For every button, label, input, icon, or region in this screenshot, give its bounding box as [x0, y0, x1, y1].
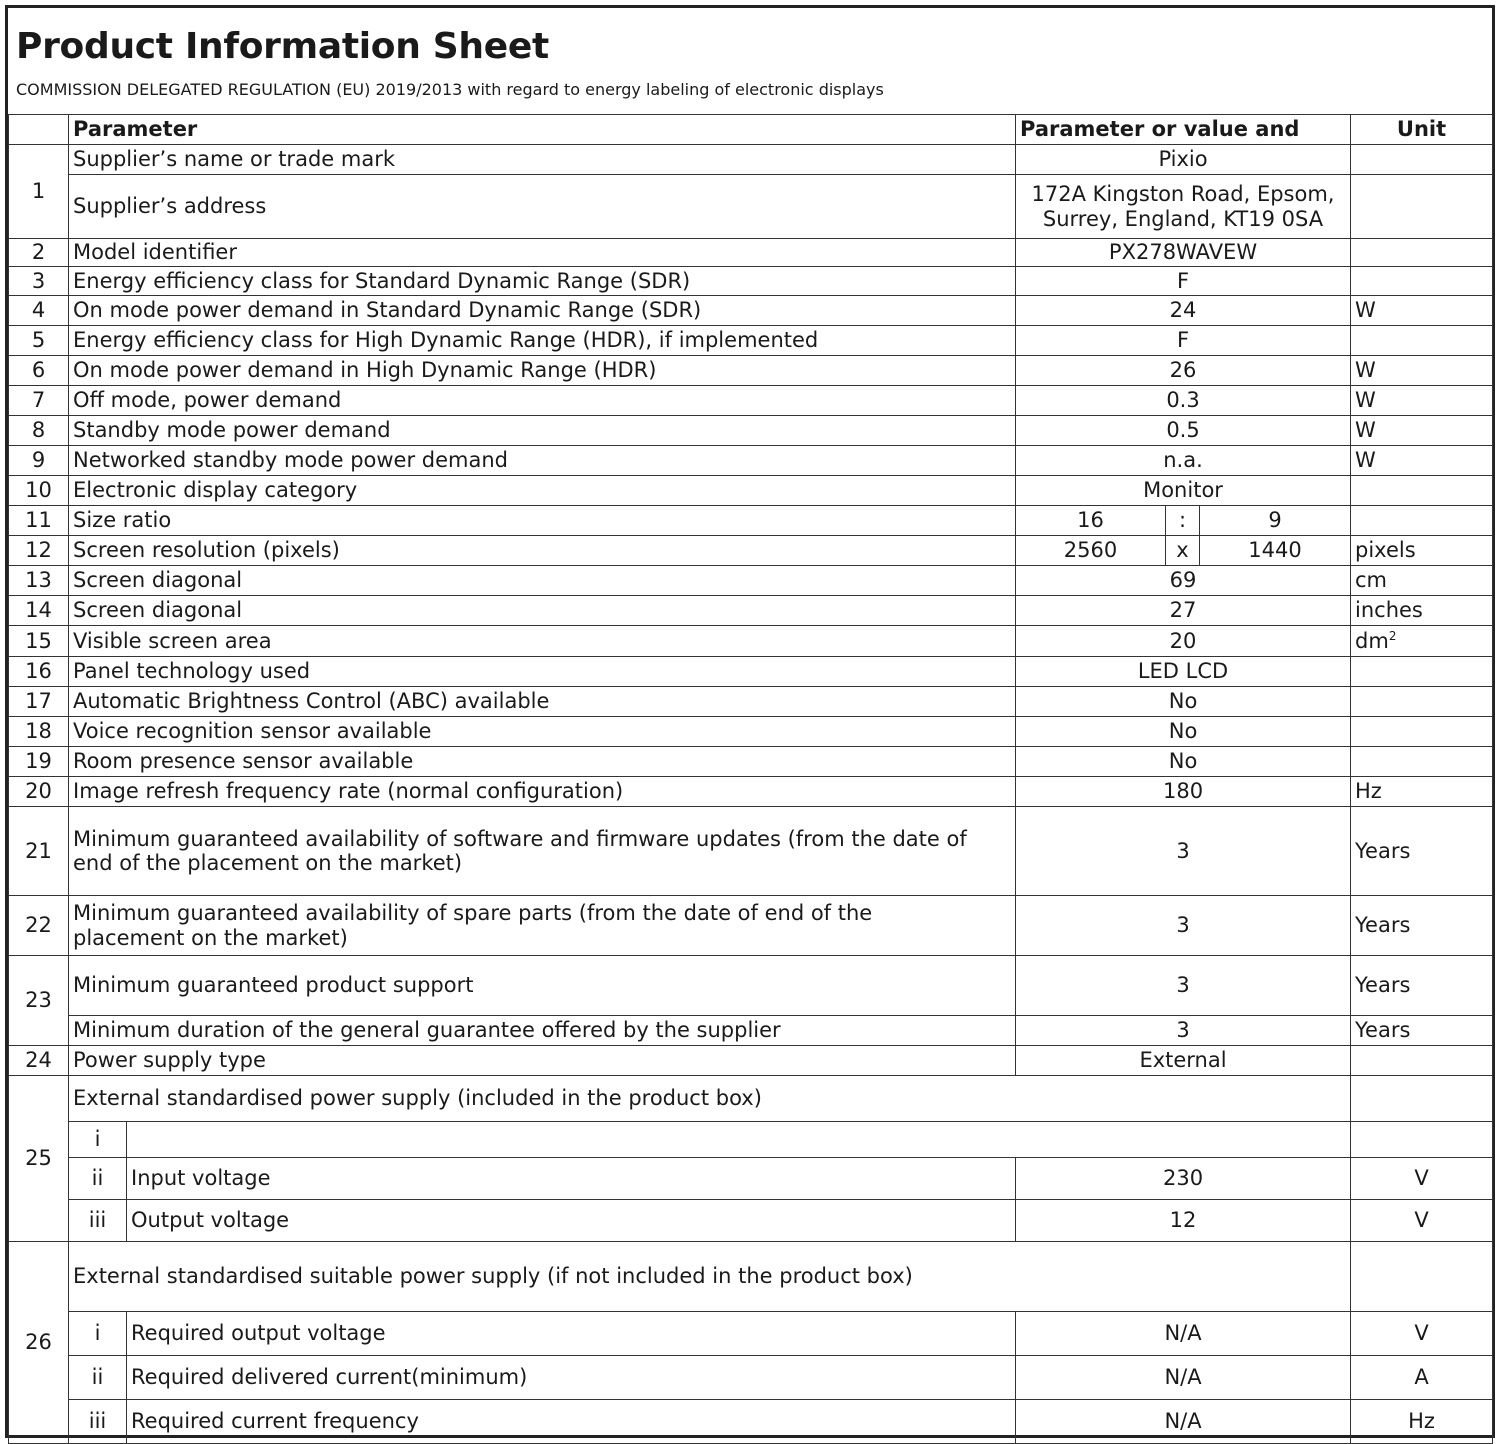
row-label: Size ratio — [69, 506, 1016, 536]
row-label: Required current frequency — [127, 1400, 1016, 1444]
unit-exponent: 2 — [1388, 628, 1397, 643]
row-label: Required output voltage — [127, 1312, 1016, 1356]
row-value: F — [1016, 267, 1351, 296]
row-value: PX278WAVEW — [1016, 239, 1351, 267]
address-line-1: 172A Kingston Road, Epsom, — [1031, 182, 1335, 207]
ratio-separator: : — [1166, 506, 1200, 536]
row-value: N/A — [1016, 1356, 1351, 1400]
row-label: Supplier’s name or trade mark — [69, 145, 1016, 175]
table-row — [9, 747, 1493, 777]
row-label: Minimum duration of the general guarantee offered by the supplier — [69, 1016, 1016, 1046]
row-label: Screen resolution (pixels) — [69, 536, 1016, 566]
row-value: 24 — [1016, 296, 1351, 326]
sub-item-number: iii — [69, 1200, 127, 1242]
row-number: 21 — [9, 807, 69, 896]
row-unit: V — [1351, 1158, 1493, 1200]
row-unit — [1351, 747, 1493, 777]
table-row — [9, 1016, 1493, 1046]
row-value: 12 — [1016, 1200, 1351, 1242]
table-row — [9, 267, 1493, 296]
row-unit: Years — [1351, 896, 1493, 956]
row-number: 1 — [9, 145, 69, 239]
product-information-sheet — [5, 5, 1495, 1438]
sub-item-number: i — [69, 1312, 127, 1356]
row-number: 9 — [9, 446, 69, 476]
row-unit — [1351, 1122, 1493, 1158]
header-num-cell — [9, 115, 69, 145]
table-row — [9, 1122, 1493, 1158]
row-unit — [1351, 657, 1493, 687]
table-row — [9, 687, 1493, 717]
label-line-1: Minimum guaranteed availability of software and firmware updates (from the date of — [73, 826, 967, 851]
row-number: 15 — [9, 626, 69, 657]
table-row — [9, 896, 1493, 956]
table-row — [9, 239, 1493, 267]
row-value: F — [1016, 326, 1351, 356]
row-unit — [1351, 1076, 1493, 1122]
row-number: 4 — [9, 296, 69, 326]
row-unit — [1351, 476, 1493, 506]
table-row — [9, 506, 1493, 536]
row-number: 18 — [9, 717, 69, 747]
row-label: Standby mode power demand — [69, 416, 1016, 446]
row-unit: cm — [1351, 566, 1493, 596]
row-label: Networked standby mode power demand — [69, 446, 1016, 476]
row-value: Pixio — [1016, 145, 1351, 175]
table-row — [9, 536, 1493, 566]
table-row — [9, 1242, 1493, 1312]
row-number: 13 — [9, 566, 69, 596]
resolution-separator: x — [1166, 536, 1200, 566]
table-row — [9, 476, 1493, 506]
page-title: Product Information Sheet — [16, 26, 549, 67]
row-number: 14 — [9, 596, 69, 626]
row-label: On mode power demand in Standard Dynamic Range (SDR) — [69, 296, 1016, 326]
sub-item-number: i — [69, 1122, 127, 1158]
row-number: 16 — [9, 657, 69, 687]
row-label: Automatic Brightness Control (ABC) available — [69, 687, 1016, 717]
table-row — [9, 1356, 1493, 1400]
row-value: n.a. — [1016, 446, 1351, 476]
label-line-2: placement on the market) — [73, 925, 348, 950]
row-label: Voice recognition sensor available — [69, 717, 1016, 747]
row-value: 0.3 — [1016, 386, 1351, 416]
table-row — [9, 1312, 1493, 1356]
row-value: 3 — [1016, 807, 1351, 896]
section-label: External standardised power supply (included in the product box) — [69, 1076, 1351, 1122]
table-row — [9, 386, 1493, 416]
row-unit — [1351, 145, 1493, 175]
row-value: 3 — [1016, 1016, 1351, 1046]
row-unit: Years — [1351, 956, 1493, 1016]
row-unit: W — [1351, 386, 1493, 416]
table-header-row — [9, 115, 1493, 145]
table-row — [9, 145, 1493, 175]
parameter-table — [8, 114, 1493, 1444]
row-number: 7 — [9, 386, 69, 416]
row-value: 69 — [1016, 566, 1351, 596]
header-unit: Unit — [1351, 115, 1493, 145]
section-label: External standardised suitable power supply (if not included in the product box) — [69, 1242, 1351, 1312]
row-number: 24 — [9, 1046, 69, 1076]
row-unit — [1351, 626, 1493, 657]
row-unit: W — [1351, 416, 1493, 446]
ratio-height: 9 — [1200, 506, 1351, 536]
row-value: N/A — [1016, 1400, 1351, 1444]
table-row — [9, 175, 1493, 239]
table-row — [9, 1200, 1493, 1242]
row-label — [69, 896, 1016, 956]
table-row — [9, 296, 1493, 326]
row-number: 10 — [9, 476, 69, 506]
row-value: 20 — [1016, 626, 1351, 657]
table-row — [9, 1158, 1493, 1200]
row-unit — [1351, 326, 1493, 356]
row-unit — [1351, 267, 1493, 296]
table-row — [9, 356, 1493, 386]
row-value: 26 — [1016, 356, 1351, 386]
row-value: No — [1016, 687, 1351, 717]
table-row — [9, 416, 1493, 446]
row-number: 23 — [9, 956, 69, 1046]
row-unit — [1351, 239, 1493, 267]
row-value: 0.5 — [1016, 416, 1351, 446]
row-unit — [1351, 687, 1493, 717]
row-unit: Hz — [1351, 777, 1493, 807]
row-label: Image refresh frequency rate (normal configuration) — [69, 777, 1016, 807]
table-row — [9, 956, 1493, 1016]
table-row — [9, 1400, 1493, 1444]
row-label: Room presence sensor available — [69, 747, 1016, 777]
row-number: 20 — [9, 777, 69, 807]
row-unit — [1351, 506, 1493, 536]
row-label: Power supply type — [69, 1046, 1016, 1076]
row-label: Visible screen area — [69, 626, 1016, 657]
row-unit — [1351, 1242, 1493, 1312]
row-unit: A — [1351, 1356, 1493, 1400]
header-value: Parameter or value and — [1016, 115, 1351, 145]
sub-item-number: ii — [69, 1356, 127, 1400]
header-parameter: Parameter — [69, 115, 1016, 145]
row-value: 27 — [1016, 596, 1351, 626]
row-label: Screen diagonal — [69, 596, 1016, 626]
label-line-1: Minimum guaranteed availability of spare parts (from the date of end of the — [73, 901, 873, 926]
row-value: LED LCD — [1016, 657, 1351, 687]
row-unit: Years — [1351, 807, 1493, 896]
label-line-2: end of the placement on the market) — [73, 851, 463, 875]
table-row — [9, 596, 1493, 626]
row-unit: Hz — [1351, 1400, 1493, 1444]
row-unit — [1351, 1046, 1493, 1076]
row-value: No — [1016, 717, 1351, 747]
table-row — [9, 446, 1493, 476]
row-number: 26 — [9, 1242, 69, 1444]
row-value: No — [1016, 747, 1351, 777]
row-label: Minimum guaranteed product support — [69, 956, 1016, 1016]
resolution-height: 1440 — [1200, 536, 1351, 566]
row-unit — [1351, 717, 1493, 747]
ratio-width: 16 — [1016, 506, 1166, 536]
row-unit: W — [1351, 446, 1493, 476]
row-label: Required delivered current(minimum) — [127, 1356, 1016, 1400]
row-label: Screen diagonal — [69, 566, 1016, 596]
row-unit: W — [1351, 296, 1493, 326]
table-row — [9, 626, 1493, 657]
row-label: Input voltage — [127, 1158, 1016, 1200]
row-number: 3 — [9, 267, 69, 296]
row-value — [1016, 175, 1351, 239]
row-label: Supplier’s address — [69, 175, 1016, 239]
row-value: Monitor — [1016, 476, 1351, 506]
row-label: Energy efficiency class for High Dynamic Range (HDR), if implemented — [69, 326, 1016, 356]
row-value: External — [1016, 1046, 1351, 1076]
table-row — [9, 717, 1493, 747]
table-row — [9, 657, 1493, 687]
row-number: 6 — [9, 356, 69, 386]
row-label — [69, 807, 1016, 896]
row-number: 5 — [9, 326, 69, 356]
row-unit: V — [1351, 1200, 1493, 1242]
row-label: On mode power demand in High Dynamic Range (HDR) — [69, 356, 1016, 386]
row-number: 19 — [9, 747, 69, 777]
row-label: Off mode, power demand — [69, 386, 1016, 416]
row-unit: Years — [1351, 1016, 1493, 1046]
table-row — [9, 807, 1493, 896]
row-value: 180 — [1016, 777, 1351, 807]
sub-item-number: iii — [69, 1400, 127, 1444]
row-number: 2 — [9, 239, 69, 267]
row-unit: pixels — [1351, 536, 1493, 566]
row-label: Panel technology used — [69, 657, 1016, 687]
row-number: 17 — [9, 687, 69, 717]
row-value: 3 — [1016, 896, 1351, 956]
table-row — [9, 777, 1493, 807]
row-number: 12 — [9, 536, 69, 566]
row-number: 22 — [9, 896, 69, 956]
table-row — [9, 566, 1493, 596]
row-value: 3 — [1016, 956, 1351, 1016]
row-unit: inches — [1351, 596, 1493, 626]
row-number: 11 — [9, 506, 69, 536]
row-label: Output voltage — [127, 1200, 1016, 1242]
row-unit — [1351, 175, 1493, 239]
row-label — [127, 1122, 1351, 1158]
row-number: 25 — [9, 1076, 69, 1242]
resolution-width: 2560 — [1016, 536, 1166, 566]
table-row — [9, 1076, 1493, 1122]
row-unit: V — [1351, 1312, 1493, 1356]
row-unit: W — [1351, 356, 1493, 386]
row-label: Energy efficiency class for Standard Dynamic Range (SDR) — [69, 267, 1016, 296]
row-value: N/A — [1016, 1312, 1351, 1356]
table-row — [9, 1046, 1493, 1076]
page-subtitle: COMMISSION DELEGATED REGULATION (EU) 2019/2013 with regard to energy labeling of electronic displays — [16, 80, 884, 99]
address-line-2: Surrey, England, KT19 0SA — [1042, 206, 1324, 231]
sub-item-number: ii — [69, 1158, 127, 1200]
row-value: 230 — [1016, 1158, 1351, 1200]
row-label: Model identifier — [69, 239, 1016, 267]
table-row — [9, 326, 1493, 356]
unit-base: dm — [1355, 628, 1389, 653]
row-label: Electronic display category — [69, 476, 1016, 506]
row-number: 8 — [9, 416, 69, 446]
